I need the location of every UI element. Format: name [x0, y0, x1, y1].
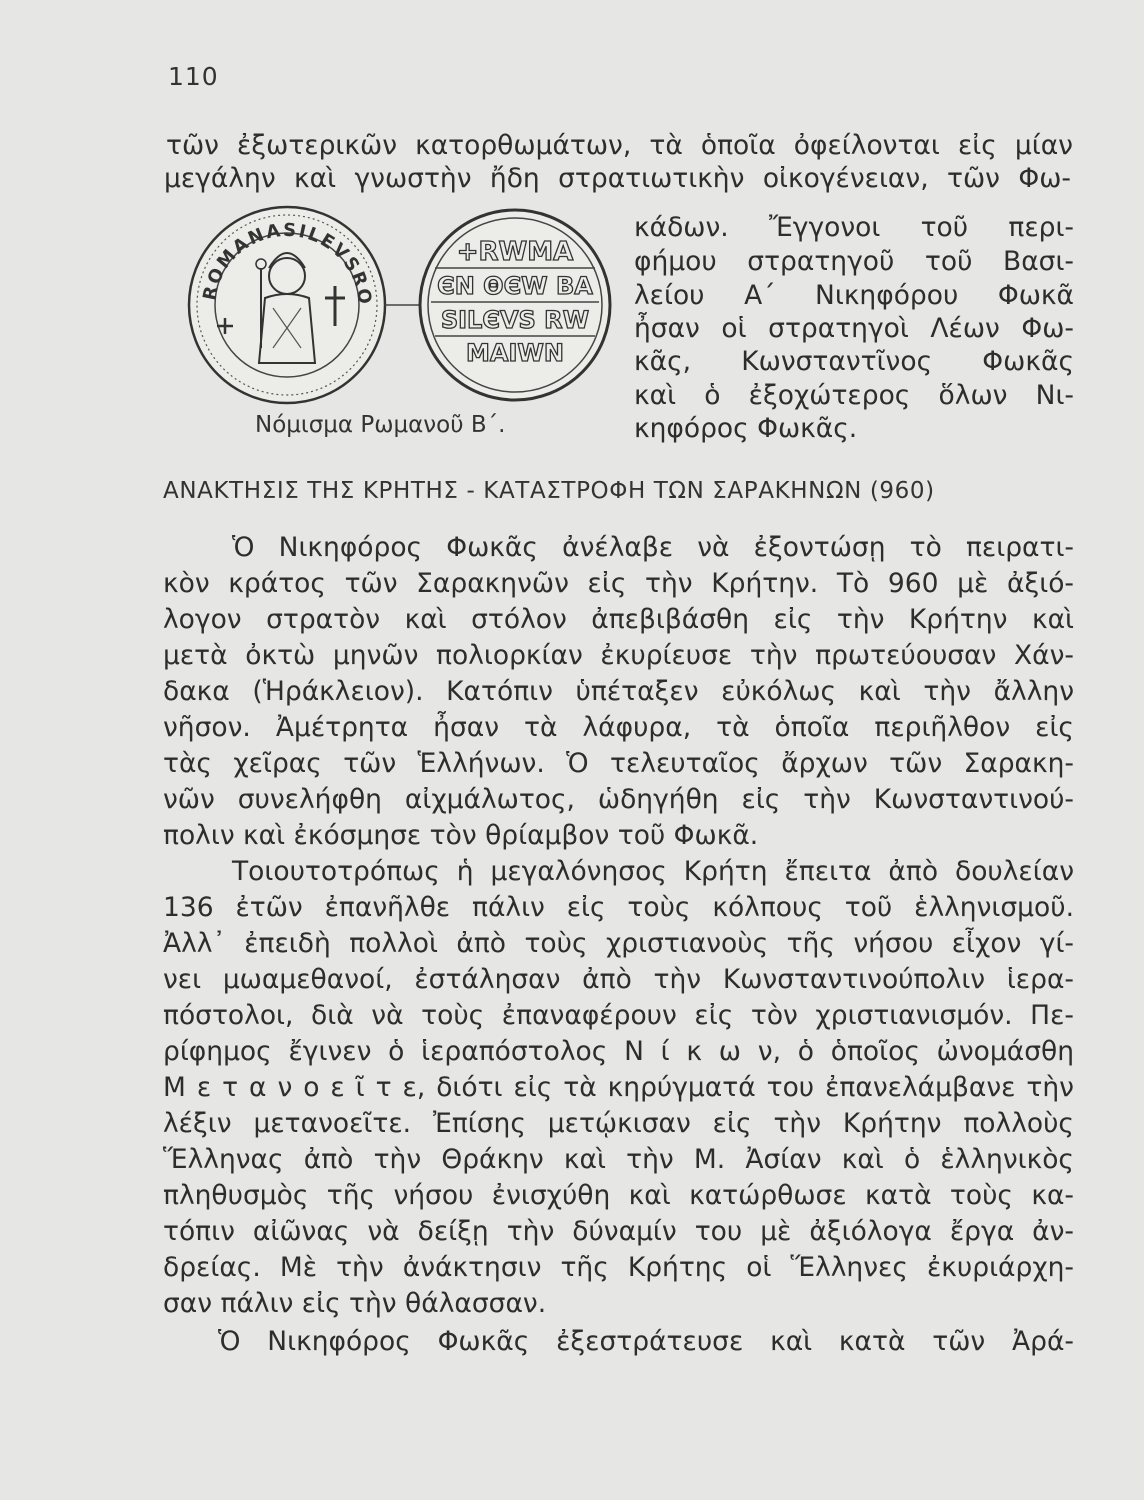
reverse-line-3: SILЄVS RW — [440, 306, 590, 334]
body-line-20: τόπιν αἰῶνας νὰ δείξῃ τὴν δύναμίν του μὲ ἀξιόλογα ἔργα ἀν- — [163, 1216, 1074, 1247]
coin-reverse — [420, 210, 610, 400]
side-line-2: φήμου στρατηγοῦ τοῦ Βασι- — [634, 246, 1074, 277]
side-line-6: καὶ ὁ ἐξοχώτερος ὅλων Νι- — [634, 380, 1074, 411]
obverse-inscription: ROMANASILEVSRO — [199, 219, 376, 308]
body-line-2: κὸν κράτος τῶν Σαρακηνῶν εἰς τὴν Κρήτην. Τὸ 960 μὲ ἀξιό- — [163, 568, 1074, 599]
body-line-11: 136 ἐτῶν ἐπανῆλθε πάλιν εἰς τοὺς κόλπους τοῦ ἑλληνισμοῦ. — [163, 892, 1074, 923]
body-line-18: Ἕλληνας ἀπὸ τὴν Θράκην καὶ τὴν Μ. Ἀσίαν καὶ ὁ ἑλληνικὸς — [163, 1144, 1074, 1175]
section-heading: ΑΝΑΚΤΗΣΙΣ ΤΗΣ ΚΡΗΤΗΣ - ΚΑΤΑΣΤΡΟΦΗ ΤΩΝ ΣΑΡΑΚΗΝΩΝ (960) — [163, 478, 935, 504]
body-line-23: Ὁ Νικηφόρος Φωκᾶς ἐξεστράτευσε καὶ κατὰ τῶν Ἀρά- — [218, 1326, 1074, 1357]
body-line-13: νει μωαμεθανοί, ἐστάλησαν ἀπὸ τὴν Κωνσταντινούπολιν ἱερα- — [163, 964, 1074, 995]
side-line-1: κάδων. Ἔγγονοι τοῦ περι- — [634, 212, 1074, 243]
body-line-16: Μ ε τ α ν ο ε ῖ τ ε, διότι εἰς τὰ κηρύγματά του ἐπανελάμβανε τὴν — [163, 1072, 1074, 1103]
body-line-4: μετὰ ὀκτὼ μηνῶν πολιορκίαν ἐκυρίευσε τὴν πρωτεύουσαν Χάν- — [163, 640, 1074, 671]
body-line-17: λέξιν μετανοεῖτε. Ἐπίσης μετῴκισαν εἰς τὴν Κρήτην πολλοὺς — [163, 1108, 1074, 1139]
body-line-10: Τοιουτοτρόπως ἡ μεγαλόνησος Κρήτη ἔπειτα ἀπὸ δουλείαν — [232, 856, 1074, 887]
body-line-1: Ὁ Νικηφόρος Φωκᾶς ἀνέλαβε νὰ ἐξοντώσῃ τὸ πειρατι- — [232, 532, 1074, 563]
intro-line-1: τῶν ἐξωτερικῶν κατορθωμάτων, τὰ ὁποῖα ὀφείλονται εἰς μίαν — [166, 130, 1073, 161]
body-line-15: ρίφημος ἔγινεν ὁ ἱεραπόστολος Ν ί κ ω ν, ὁ ὁποῖος ὠνομάσθη — [163, 1036, 1074, 1067]
body-line-7: τὰς χεῖρας τῶν Ἑλλήνων. Ὁ τελευταῖος ἄρχων τῶν Σαρακη- — [163, 748, 1074, 779]
body-line-14: πόστολοι, διὰ νὰ τοὺς ἐπαναφέρουν εἰς τὸν χριστιανισμόν. Πε- — [163, 1000, 1074, 1031]
reverse-line-4: MAIWN — [466, 339, 564, 367]
body-line-12: Ἀλλ᾽ ἐπειδὴ πολλοὶ ἀπὸ τοὺς χριστιανοὺς τῆς νήσου εἶχον γί- — [163, 928, 1074, 959]
side-line-7: κηφόρος Φωκᾶς. — [634, 413, 858, 444]
figure-caption: Νόμισμα Ρωμανοῦ Β΄. — [255, 412, 506, 438]
side-line-4: ἦσαν οἱ στρατηγοὶ Λέων Φω- — [634, 313, 1074, 344]
side-line-5: κᾶς, Κωνσταντῖνος Φωκᾶς — [634, 346, 1074, 377]
coin-drawing — [185, 198, 630, 413]
coin-illustration — [185, 198, 630, 413]
page-number: 110 — [168, 62, 219, 91]
body-line-9: πολιν καὶ ἐκόσμησε τὸν θρίαμβον τοῦ Φωκᾶ. — [163, 820, 759, 851]
body-line-19: πληθυσμὸς τῆς νήσου ἐνισχύθη καὶ κατώρθωσε κατὰ τοὺς κα- — [163, 1180, 1074, 1211]
body-line-21: δρείας. Μὲ τὴν ἀνάκτησιν τῆς Κρήτης οἱ Ἕλληνες ἐκυριάρχη- — [163, 1252, 1074, 1283]
body-line-5: δακα (Ἡράκλειον). Κατόπιν ὑπέταξεν εὐκόλως καὶ τὴν ἄλλην — [163, 676, 1074, 707]
reverse-line-1: +RWMA — [456, 237, 574, 267]
body-line-8: νῶν συνελήφθη αἰχμάλωτος, ὡδηγήθη εἰς τὴν Κωνσταντινού- — [163, 784, 1074, 815]
body-line-3: λογον στρατὸν καὶ στόλον ἀπεβιβάσθη εἰς τὴν Κρήτην καὶ — [163, 604, 1074, 635]
reverse-line-2: ЄN ΘЄW BA — [437, 272, 593, 300]
intro-line-2: μεγάλην καὶ γνωστὴν ἤδη στρατιωτικὴν οἰκογένειαν, τῶν Φω- — [164, 163, 1071, 194]
body-line-22: σαν πάλιν εἰς τὴν θάλασσαν. — [163, 1288, 547, 1319]
coin-obverse — [185, 198, 385, 403]
side-line-3: λείου Α΄ Νικηφόρου Φωκᾶ — [634, 280, 1074, 311]
body-line-6: νῆσον. Ἀμέτρητα ἦσαν τὰ λάφυρα, τὰ ὁποῖα περιῆλθον εἰς — [163, 712, 1074, 743]
